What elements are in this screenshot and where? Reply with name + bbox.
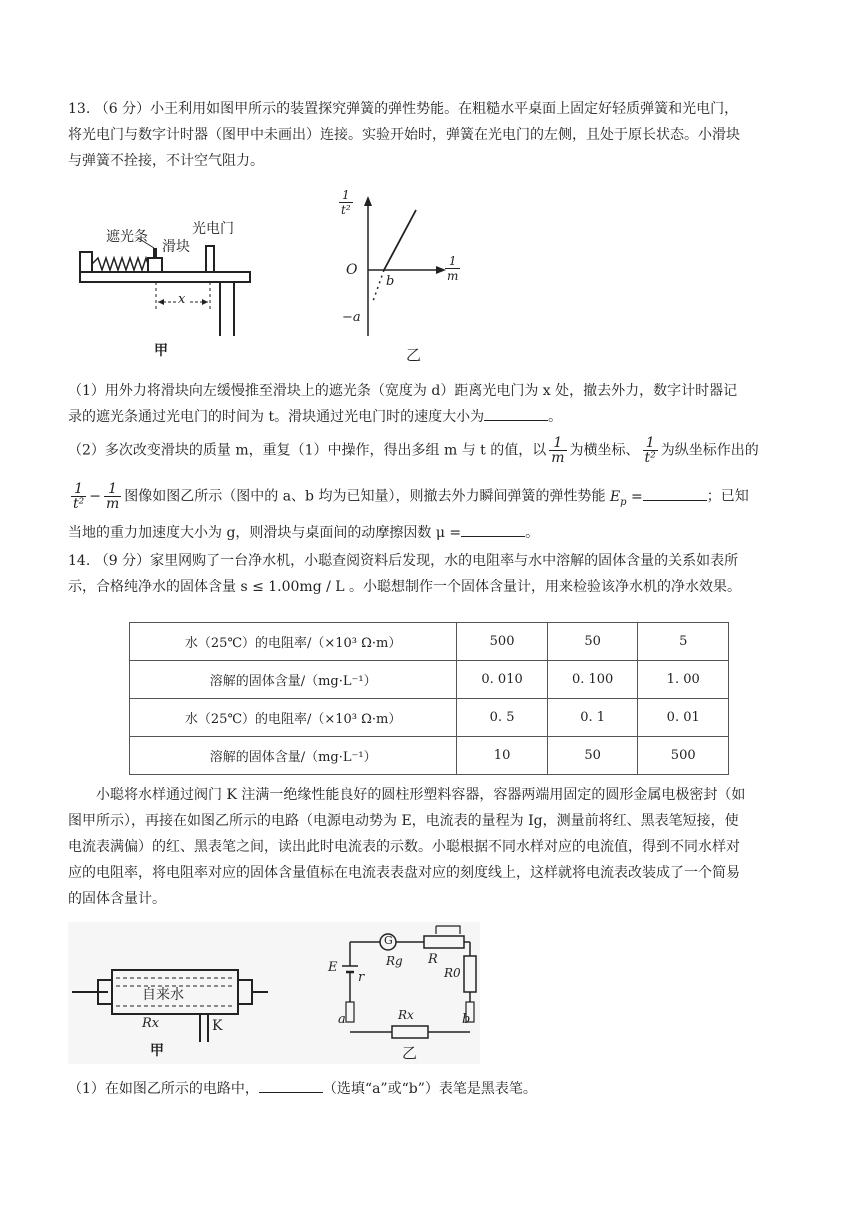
q14-body-line5: 的固体含量计。 (68, 891, 166, 907)
x-axis-num: 1 (445, 254, 460, 269)
label-rx-jia: Rx (142, 1016, 160, 1031)
caption-yi-2: 乙 (402, 1044, 418, 1062)
q13-part2-c: 为纵坐标作出的 (660, 442, 759, 459)
x-axis-den: m (447, 269, 459, 283)
b-label: b (386, 274, 395, 289)
table-cell: 0. 01 (638, 699, 729, 737)
inline-frac-1-m: $\frac{1}{m}$ (551, 435, 565, 466)
q13-part2-d: 图像如图乙所示（图中的 a、b 均为已知量），则撤去外力瞬间弹簧的弹性势能 (124, 488, 610, 505)
table-cell: 0. 1 (547, 699, 638, 737)
label-k: K (212, 1018, 223, 1034)
inline-frac-1-t2: $\frac{1}{\text{t²}}$ (644, 435, 656, 466)
q14-intro (68, 548, 792, 600)
caption-jia-2: 甲 (150, 1043, 164, 1059)
q13-part2-line2: $\frac{1}{\text{t²}}$ − $\frac{1}{m}$ 图像如图乙所示（图中的 a、b 均为已知量），则撤去外力瞬间弹簧的弹性势能 $E_p$ = ；已知 (73, 481, 749, 512)
label-g: G (384, 934, 393, 947)
q13-part1-line2-end: 。 (548, 409, 563, 425)
table-cell: 50 (547, 737, 638, 775)
table-cell: 5 (638, 623, 729, 661)
label-rx-yi: Rx (398, 1008, 414, 1022)
q13-part2-line1 (68, 436, 792, 465)
q13-part2-a: （2）多次改变滑块的质量 m，重复（1）中操作，得出多组 m 与 t 的值，以 (68, 442, 547, 459)
q14-intro-line1: 14. （9 分）家里网购了一台净水机，小聪查阅资料后发现，水的电阻率与水中溶解的固体含量的关系如表所 (68, 553, 739, 569)
table-cell: 溶解的固体含量/（mg·L⁻¹） (130, 661, 457, 699)
q13-part1-line2-text: 录的遮光条通过光电门的时间为 t。滑块通过光电门时的速度大小为 (68, 409, 485, 425)
q14-body-line4: 应的电阻率，将电阻率对应的固体含量值标在电流表表盘对应的刻度线上，这样就将电流表改装成了一个简易 (68, 865, 740, 881)
table-row (130, 737, 729, 775)
q14-body-cont (68, 808, 792, 912)
q13-part2-line3-end: 。 (525, 525, 540, 541)
label-rg: Rg (386, 954, 403, 968)
caption-jia: 甲 (154, 343, 168, 359)
q13-part2-e: ；已知 (706, 488, 749, 505)
q14-answer-blank-1[interactable] (259, 1078, 323, 1093)
label-x: x (178, 292, 186, 307)
q13-part1-line2 (68, 404, 792, 430)
q13-part1 (68, 378, 792, 430)
y-axis-label (339, 188, 353, 217)
label-b: b (462, 1012, 471, 1027)
q14-body (68, 782, 792, 808)
y-axis-num: 1 (339, 188, 353, 203)
q14-intro-line2: 示，合格纯净水的固体含量 s ≤ 1.00mg / L 。小聪想制作一个固体含量计，用来检验该净水机的净水效果。 (68, 579, 742, 595)
caption-yi: 乙 (406, 346, 422, 364)
resistivity-table (129, 622, 729, 775)
q14-body-line3: 电流表满偏）的红、黑表笔之间，读出此时电流表的示数。小聪根据不同水样对应的电流值，得到不同水样对 (68, 839, 740, 855)
label-R: R (428, 952, 438, 967)
q13-part2-b: 为横坐标、 (569, 442, 640, 459)
table-cell: 50 (547, 623, 638, 661)
table-cell: 水（25℃）的电阻率/（×10³ Ω·m） (130, 699, 457, 737)
table-cell: 500 (638, 737, 729, 775)
table-cell: 0. 010 (457, 661, 548, 699)
q14-body-line1: 小聪将水样通过阀门 K 注满一绝缘性能良好的圆柱形塑料容器，容器两端用固定的圆形金属电极密封（如 (96, 787, 746, 803)
spring-apparatus-diagram (70, 186, 265, 364)
q13-intro (68, 96, 792, 174)
q13-part1-line1: （1）用外力将滑块向左缓慢推至滑块上的遮光条（宽度为 d）距离光电门为 x 处，撤去外力，数字计时器记 (68, 383, 738, 399)
label-huakuai: 滑块 (162, 239, 190, 255)
label-a: a (338, 1012, 346, 1027)
q13-answer-blank-3[interactable] (461, 522, 525, 537)
table-cell: 0. 5 (457, 699, 548, 737)
q14-body-line2: 图甲所示），再接在如图乙所示的电路（电源电动势为 E，电流表的量程为 Ig，测量前将红、黑表笔短接，使 (68, 813, 739, 829)
table-cell: 溶解的固体含量/（mg·L⁻¹） (130, 737, 457, 775)
inline-frac-1-t2-b: $\frac{1}{\text{t²}}$ (73, 481, 85, 512)
q13-part2-line3-text: 当地的重力加速度大小为 g，则滑块与桌面间的动摩擦因数 μ = (68, 525, 462, 541)
table-cell: 0. 100 (547, 661, 638, 699)
label-zheguangtiao: 遮光条 (106, 229, 148, 245)
table-cell: 10 (457, 737, 548, 775)
q14-part1-end: （选填“a”或“b”）表笔是黑表笔。 (322, 1081, 537, 1097)
q14-part1-text: （1）在如图乙所示的电路中， (68, 1081, 259, 1097)
q13-figure-yi (322, 186, 472, 366)
table-cell: 500 (457, 623, 548, 661)
table-cell: 1. 00 (638, 661, 729, 699)
q13-figure-jia (70, 186, 265, 364)
neg-a-label: −a (342, 310, 361, 325)
q13-intro-line2: 将光电门与数字计时器（图甲中未画出）连接。实验开始时，弹簧在光电门的左侧，且处于原长状态。小滑块 (68, 127, 740, 143)
inline-frac-1-m-b: $\frac{1}{m}$ (105, 481, 120, 512)
q13-answer-blank-2[interactable] (643, 486, 707, 501)
table-row (130, 661, 729, 699)
q14-figures (68, 922, 480, 1064)
label-guangdianmen: 光电门 (192, 221, 234, 237)
q13-intro-line3: 与弹簧不拴接，不计空气阻力。 (68, 153, 264, 169)
q13-intro-line1: 13. （6 分）小王利用如图甲所示的装置探究弹簧的弹性势能。在粗糙水平桌面上固定好轻质弹簧和光电门， (68, 101, 739, 117)
q13-part2-line3 (68, 520, 792, 546)
x-axis-label (445, 254, 460, 283)
q13-answer-blank-1[interactable] (484, 406, 548, 421)
label-r0: R0 (444, 966, 461, 980)
label-r: r (358, 970, 365, 985)
label-water: 自来水 (142, 987, 184, 1003)
origin-label: O (346, 262, 358, 278)
table-row (130, 623, 729, 661)
table-cell: 水（25℃）的电阻率/（×10³ Ω·m） (130, 623, 457, 661)
y-axis-den: t² (341, 203, 351, 217)
label-e: E (328, 960, 338, 975)
q14-part1 (68, 1076, 792, 1102)
table-row (130, 699, 729, 737)
